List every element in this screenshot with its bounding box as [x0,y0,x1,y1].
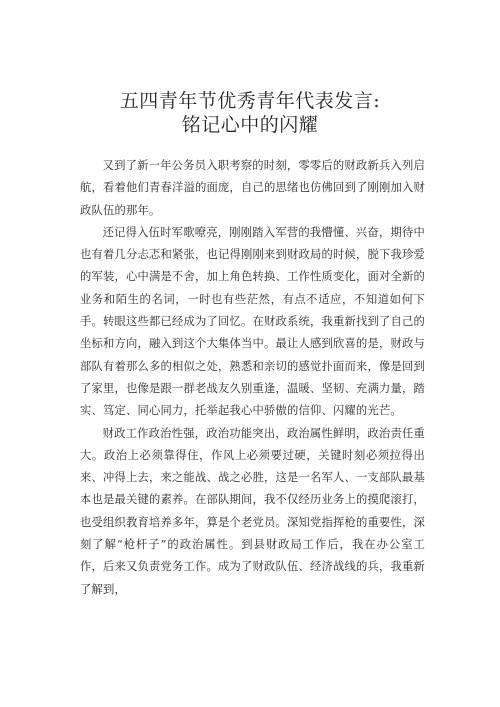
document-title-line-1: 五四青年节优秀青年代表发言: [119,90,381,112]
paragraph-1: 又到了新一年公务员入职考察的时刻，零零后的财政新兵入列启航，看着他们青春洋溢的面庞，自己的思绪也仿佛回到了刚刚加入财政队伍的那年。 [80,159,425,217]
document-title-line-2: 铭记心中的闪耀 [181,114,319,136]
document-body [80,155,425,601]
paragraph-2: 还记得入伍时军歌嘹亮，刚刚踏入军营的我懵懂、兴奋，期待中也有着几分忐忑和紧张，也记得刚刚来到财政局的时候，脱下我珍爱的军装，心中满是不舍，加上角色转换、工作性质变化，面对全新的业务和陌生的名词，一时也有些茫然，有点不适应，不知道如何下手。转眼这些都已经成为了回忆。在财政系统，我重新找到了自己的坐标和方向，融入到这个大集体当中。最让人感到欣喜的是，财政与部队有着那么多的相似之处，熟悉和亲切的感觉扑面而来，像是回到了家里，也像是跟一群老战友久别重逢，温暖、坚韧、充满力量，踏实、笃定、同心同力，托举起我心中骄傲的信仰、闪耀的光芒。 [80,225,425,418]
paragraph-3: 财政工作政治性强，政治功能突出，政治属性鲜明，政治责任重大。政治上必须靠得住，作风上必须要过硬，关键时刻必须拉得出来、冲得上去，来之能战、战之必胜，这是一名军人、一支部队最基本也是最关键的素养。在部队期间，我不仅经历业务上的摸爬滚打，也受组织教育培养多年，算是个老党员。深知党指挥枪的重要性，深刻了解“枪杆子”的政治属性。到县财政局工作后，我在办公室工作，后来又负责党务工作。成为了财政队伍、经济战线的兵，我重新了解到， [80,426,425,596]
